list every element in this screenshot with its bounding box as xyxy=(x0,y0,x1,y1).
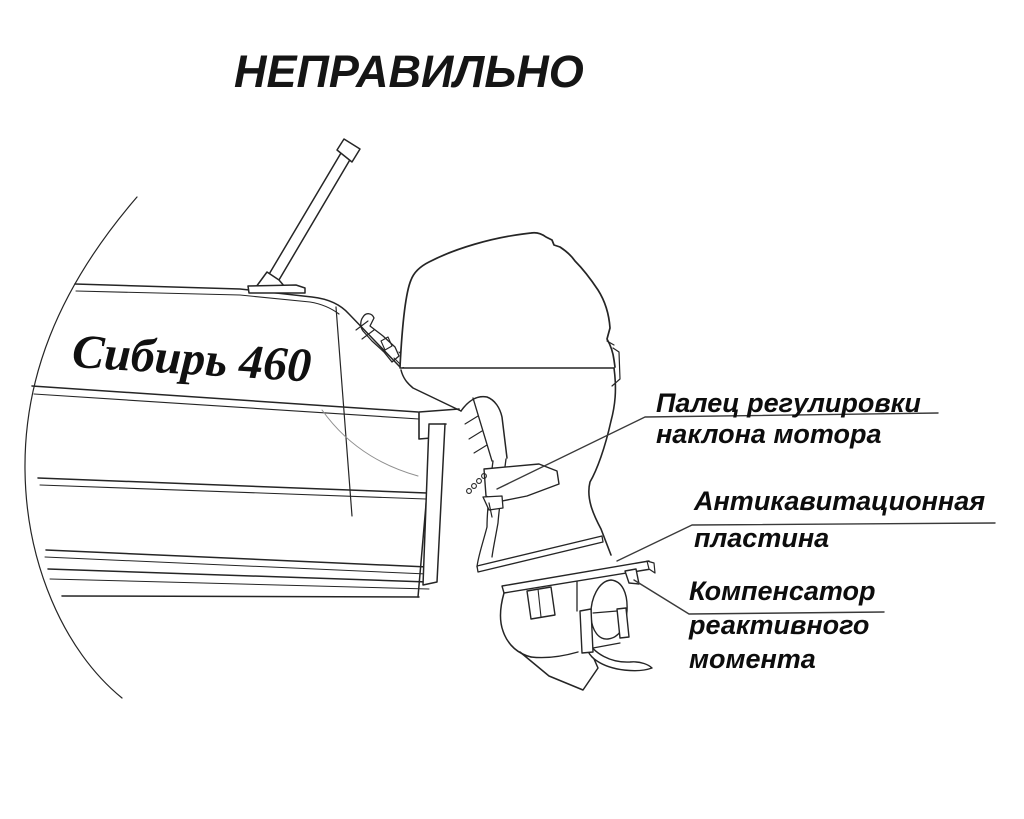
callout-torque-compensator xyxy=(689,574,876,676)
boat-model-label: Сибирь 460 xyxy=(70,324,313,393)
sheer-line-inner xyxy=(76,291,339,314)
gearcase-left-edge xyxy=(500,593,531,657)
antenna-base-plate xyxy=(248,285,305,293)
propeller-hub-line-2 xyxy=(593,643,620,648)
callout-torque-compensator-line-3: момента xyxy=(689,644,816,674)
adjustment-holes xyxy=(467,474,487,494)
chine-line-1 xyxy=(38,478,427,493)
callout-tilt-pin-line-1: Палец регулировки xyxy=(656,388,921,418)
hull-stripe-2 xyxy=(34,394,419,419)
spray-rail-1 xyxy=(46,550,428,567)
motor-well-curve xyxy=(322,410,418,476)
swivel-hatch-1 xyxy=(465,416,478,424)
callout-anticavitation-plate xyxy=(694,483,985,557)
housing-right-edge xyxy=(589,368,616,555)
callout-torque-compensator-line-1: Компенсатор xyxy=(689,576,876,606)
splash-plate xyxy=(477,536,603,572)
motor-cowling xyxy=(400,233,615,367)
hull-bottom-edge xyxy=(62,596,419,597)
callout-anticavitation-plate-line-1: Антикавитационная xyxy=(694,486,986,516)
bow-arc xyxy=(25,197,137,698)
swivel-bracket xyxy=(461,397,507,458)
antenna-rod xyxy=(265,153,351,285)
callout-anticavitation-plate-line-2: пластина xyxy=(694,523,830,553)
chine-line-2 xyxy=(40,485,426,499)
swivel-hatch-3 xyxy=(474,445,487,453)
outboard-motor-drawing xyxy=(400,233,655,690)
callout-tilt-pin xyxy=(656,388,921,450)
lower-cowl-edge xyxy=(401,370,461,411)
clamp-arm xyxy=(423,424,445,585)
page-title: НЕПРАВИЛЬНО xyxy=(234,46,584,97)
tilt-pin xyxy=(483,496,503,510)
deck-fitting-hook xyxy=(361,314,399,362)
callout-torque-compensator-line-2: реактивного xyxy=(689,610,870,640)
motor-well-front xyxy=(336,307,352,516)
callout-tilt-pin-line-2: наклона мотора xyxy=(656,419,882,449)
plate-end-cap xyxy=(647,561,655,573)
hull-stripe-1 xyxy=(32,386,418,412)
swivel-hatch-2 xyxy=(469,431,482,439)
gearcase-underside xyxy=(531,652,578,658)
propeller-front-flange xyxy=(580,609,593,653)
boat-hull-drawing xyxy=(25,139,429,698)
